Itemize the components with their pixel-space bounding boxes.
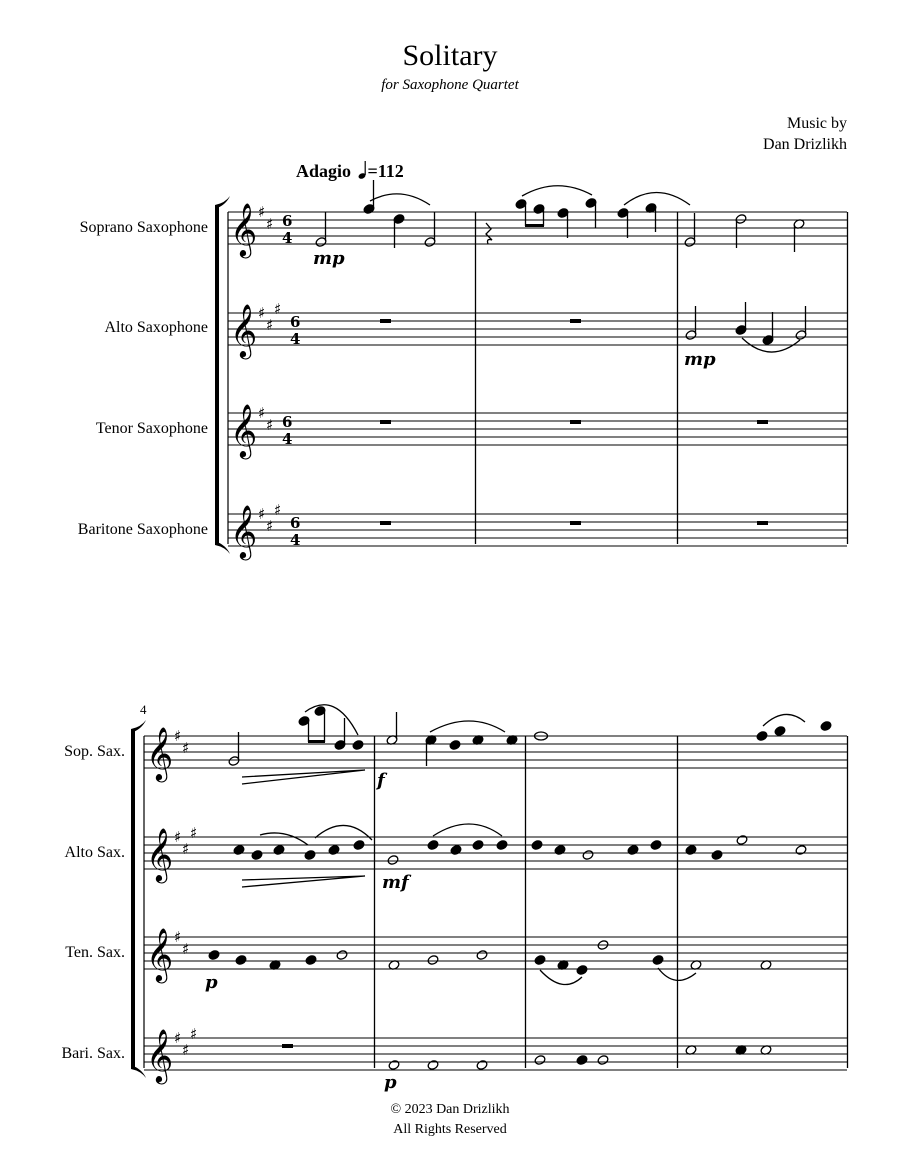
instrument-label-tenor: Tenor Saxophone: [95, 420, 208, 437]
tempo-word: Adagio: [296, 161, 352, 181]
time-signature-top: 6: [290, 514, 301, 532]
staff-tenor: [228, 403, 847, 459]
treble-clef-icon: 𝄞: [230, 403, 258, 457]
sharp-icon: ♯: [266, 215, 274, 233]
sharp-icon: ♯: [274, 501, 282, 519]
system-1: [215, 180, 848, 560]
time-signature-top: 6: [290, 313, 301, 331]
treble-clef-icon: 𝄞: [146, 927, 174, 981]
system-2: [131, 705, 848, 1084]
sharp-icon: ♯: [174, 928, 182, 946]
sharp-icon: ♯: [258, 203, 266, 221]
dynamic-alto-m3: mp: [684, 349, 716, 370]
instrument-label-sop-short: Sop. Sax.: [64, 743, 125, 760]
soprano-m3-notes: [684, 213, 805, 252]
staff-baritone: [228, 501, 847, 560]
sharp-icon: ♯: [174, 828, 182, 846]
treble-clef-icon: 𝄞: [146, 827, 174, 881]
rights-line: All Rights Reserved: [393, 1122, 507, 1137]
tempo-bpm: =112: [367, 161, 404, 181]
soprano-m1-notes: [315, 180, 436, 248]
instrument-label-baritone: Baritone Saxophone: [77, 521, 208, 538]
composer-name: Dan Drizlikh: [763, 136, 847, 153]
sharp-icon: ♯: [274, 300, 282, 318]
alto-m3-notes: [685, 302, 807, 352]
sharp-icon: ♯: [190, 1025, 198, 1043]
staff-tenor-s2: [144, 927, 847, 983]
sharp-icon: ♯: [258, 304, 266, 322]
dynamic-soprano-m1: mp: [313, 248, 345, 269]
instrument-label-alto: Alto Saxophone: [104, 319, 208, 336]
instrument-label-alto-short: Alto Sax.: [64, 844, 125, 861]
sharp-icon: ♯: [258, 404, 266, 422]
sharp-icon: ♯: [266, 416, 274, 434]
staff-soprano-s2: [144, 726, 847, 782]
page-subtitle: for Saxophone Quartet: [381, 77, 519, 93]
composer-label: Music by: [787, 115, 847, 132]
sharp-icon: ♯: [182, 1041, 190, 1059]
treble-clef-icon: 𝄞: [146, 726, 174, 780]
instrument-label-bari-short: Bari. Sax.: [61, 1045, 125, 1062]
dynamic-bari-m5: p: [384, 1072, 397, 1093]
treble-clef-icon: 𝄞: [230, 303, 258, 357]
time-signature-top: 6: [282, 413, 293, 431]
time-signature-bottom: 4: [290, 330, 301, 348]
treble-clef-icon: 𝄞: [230, 202, 258, 256]
sharp-icon: ♯: [258, 505, 266, 523]
bari-s2-notes: [282, 1044, 772, 1071]
sharp-icon: ♯: [182, 940, 190, 958]
time-signature-bottom: 4: [290, 531, 301, 549]
measure-number: 4: [140, 702, 147, 717]
time-signature-bottom: 4: [282, 229, 293, 247]
sharp-icon: ♯: [266, 517, 274, 535]
soprano-m2-notes: [486, 186, 690, 244]
sharp-icon: ♯: [182, 840, 190, 858]
alto-s2-notes: [233, 824, 807, 887]
instrument-label-tenor-short: Ten. Sax.: [65, 944, 125, 961]
copyright-line: © 2023 Dan Drizlikh: [390, 1102, 510, 1117]
sharp-icon: ♯: [266, 316, 274, 334]
dynamic-tenor-m4: p: [205, 972, 218, 993]
treble-clef-icon: 𝄞: [230, 504, 258, 558]
tenor-s2-notes: [208, 939, 772, 984]
sharp-icon: ♯: [174, 727, 182, 745]
staff-alto: [228, 300, 847, 359]
time-signature-bottom: 4: [282, 430, 293, 448]
system-2-bracket: [131, 720, 146, 1078]
sharp-icon: ♯: [182, 739, 190, 757]
page-title: Solitary: [402, 39, 498, 72]
sharp-icon: ♯: [190, 824, 198, 842]
time-signature-top: 6: [282, 212, 293, 230]
system-1-bracket: [215, 196, 230, 554]
staff-alto-s2: [144, 824, 847, 883]
dynamic-soprano-m5: f: [377, 770, 385, 791]
instrument-label-soprano: Soprano Saxophone: [79, 219, 208, 236]
treble-clef-icon: 𝄞: [146, 1028, 174, 1082]
whole-rests-system-1: [380, 319, 768, 525]
dynamic-alto-m5: mf: [382, 872, 409, 893]
sharp-icon: ♯: [174, 1029, 182, 1047]
